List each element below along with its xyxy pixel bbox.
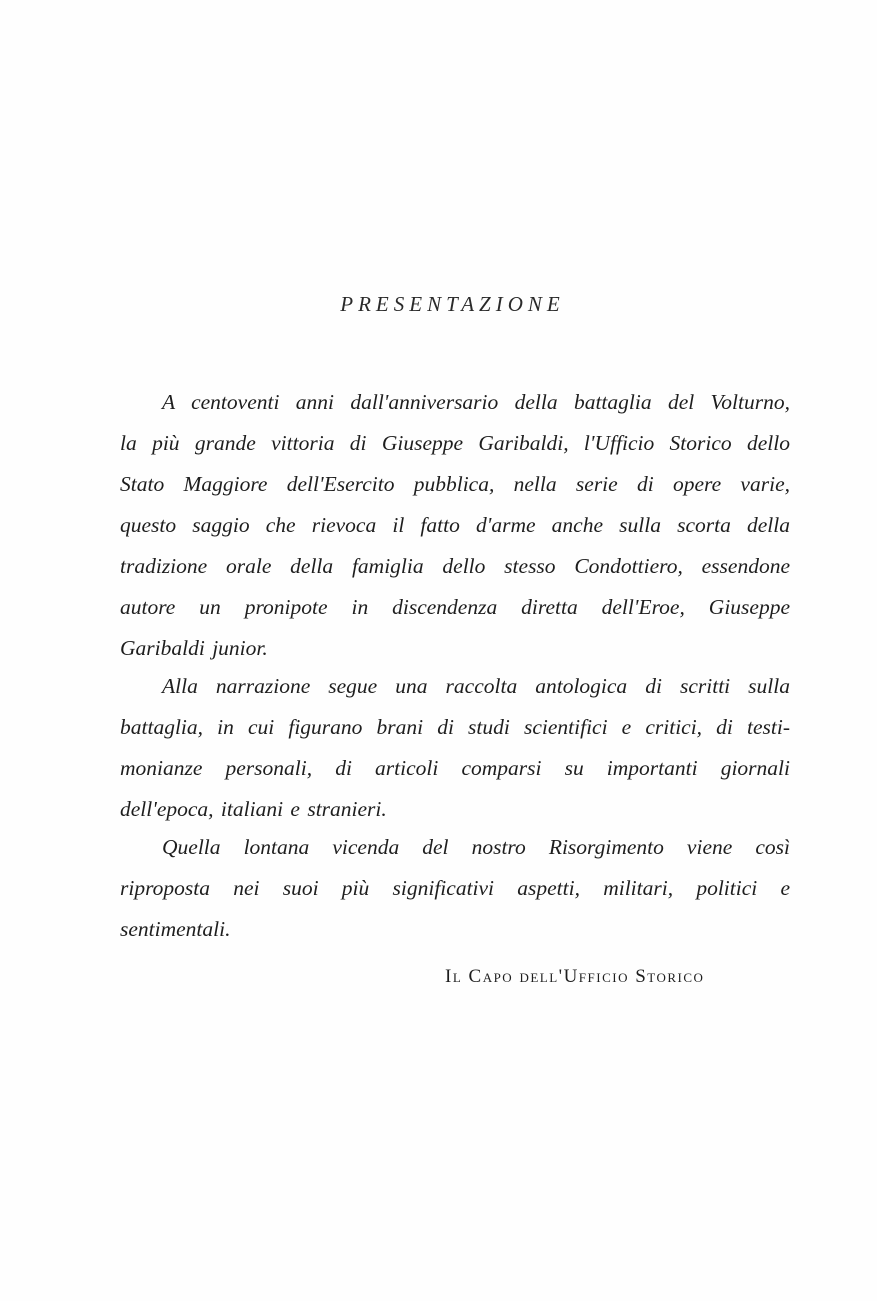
page-title: PRESENTAZIONE bbox=[340, 292, 565, 316]
paragraph-line: sentimentali. bbox=[120, 917, 231, 941]
paragraph-line: questo saggio che rievoca il fatto d'arme anche sulla scorta della bbox=[120, 513, 790, 537]
paragraph-line: Alla narrazione segue una raccolta antologica di scritti sulla bbox=[162, 674, 790, 698]
paragraph-line: Garibaldi junior. bbox=[120, 636, 268, 660]
paragraph-line: Quella lontana vicenda del nostro Risorgimento viene così bbox=[162, 835, 790, 859]
paragraph-line: A centoventi anni dall'anniversario della battaglia del Volturno, bbox=[162, 390, 790, 414]
paragraph-line: riproposta nei suoi più significativi aspetti, militari, politici e bbox=[120, 876, 790, 900]
paragraph-line: Stato Maggiore dell'Esercito pubblica, nella serie di opere varie, bbox=[120, 472, 790, 496]
paragraph-line: la più grande vittoria di Giuseppe Garibaldi, l'Ufficio Storico dello bbox=[120, 431, 790, 455]
paragraph-line: autore un pronipote in discendenza diretta dell'Eroe, Giuseppe bbox=[120, 595, 790, 619]
paragraph-line: dell'epoca, italiani e stranieri. bbox=[120, 797, 387, 821]
paragraph-line: tradizione orale della famiglia dello stesso Condottiero, essendone bbox=[120, 554, 790, 578]
paragraph-line: battaglia, in cui figurano brani di studi scientifici e critici, di testi- bbox=[120, 715, 790, 739]
paragraph-line: monianze personali, di articoli comparsi su importanti giornali bbox=[120, 756, 790, 780]
signature: Il Capo dell'Ufficio Storico bbox=[445, 966, 705, 987]
